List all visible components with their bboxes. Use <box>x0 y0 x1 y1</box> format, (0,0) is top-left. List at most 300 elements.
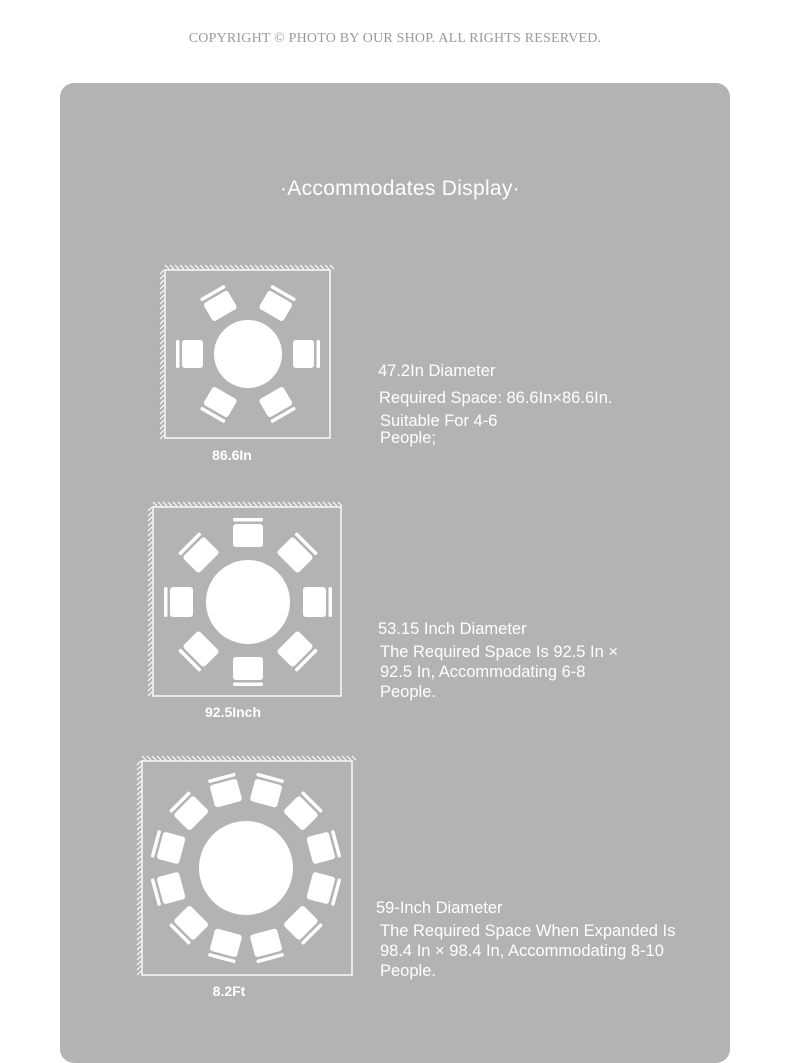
hatch-mark <box>245 265 249 269</box>
hatch-mark <box>148 627 152 631</box>
hatch-mark <box>160 395 164 399</box>
hatch-mark <box>152 756 156 760</box>
chair-seat <box>250 778 283 807</box>
hatch-mark <box>137 901 141 905</box>
hatch-mark <box>137 951 141 955</box>
hatch-mark <box>153 502 157 506</box>
hatch-mark <box>300 265 304 269</box>
hatch-mark <box>160 315 164 319</box>
hatch-mark <box>148 547 152 551</box>
hatch-mark <box>168 502 172 506</box>
hatch-mark <box>277 756 281 760</box>
hatch-mark <box>160 295 164 299</box>
hatch-mark <box>137 921 141 925</box>
hatch-mark <box>137 886 141 890</box>
chair-icon <box>303 587 332 617</box>
hatch-mark <box>242 756 246 760</box>
hatch-mark <box>308 502 312 506</box>
hatch-mark <box>160 420 164 424</box>
hatch-mark <box>227 756 231 760</box>
chair-seat <box>283 905 319 941</box>
chair-seat <box>233 657 263 680</box>
hatch-mark <box>258 502 262 506</box>
hatch-mark <box>225 265 229 269</box>
hatch-mark <box>313 502 317 506</box>
hatch-mark <box>148 637 152 641</box>
hatch-mark <box>172 756 176 760</box>
hatch-mark <box>213 502 217 506</box>
chair-icon <box>178 630 220 672</box>
hatch-mark <box>137 826 141 830</box>
hatch-mark <box>160 335 164 339</box>
hatch-mark <box>192 756 196 760</box>
chair-icon <box>178 532 220 574</box>
hatch-mark <box>148 592 152 596</box>
hatch-mark <box>137 941 141 945</box>
hatch-mark <box>160 275 164 279</box>
hatch-mark <box>137 766 141 770</box>
hatch-mark <box>160 405 164 409</box>
hatch-mark <box>195 265 199 269</box>
floor-plan-large <box>133 752 358 980</box>
hatch-mark <box>160 385 164 389</box>
chair-icon <box>151 872 186 907</box>
chair-icon <box>200 285 238 322</box>
copyright-notice: COPYRIGHT © PHOTO BY OUR SHOP. ALL RIGHTS RESERVED. <box>188 31 602 46</box>
hatch-mark <box>337 756 341 760</box>
hatch-mark <box>288 502 292 506</box>
hatch-mark <box>160 410 164 414</box>
hatch-mark <box>177 756 181 760</box>
hatch-mark <box>295 265 299 269</box>
hatch-mark <box>188 502 192 506</box>
hatch-mark <box>160 390 164 394</box>
hatch-mark <box>148 527 152 531</box>
hatch-mark <box>265 265 269 269</box>
hatch-mark <box>160 355 164 359</box>
hatch-mark <box>148 672 152 676</box>
hatch-mark <box>185 265 189 269</box>
hatch-mark <box>137 791 141 795</box>
hatch-mark <box>148 537 152 541</box>
hatch-mark <box>148 642 152 646</box>
capacity-description: The Required Space When Expanded Is 98.4 In × 98.4 In, Accommodating 8-10 People. <box>380 922 676 980</box>
hatch-mark <box>352 756 356 760</box>
hatch-mark <box>170 265 174 269</box>
hatch-mark <box>165 265 169 269</box>
hatch-mark <box>235 265 239 269</box>
hatch-mark <box>160 300 164 304</box>
floor-plan-medium <box>143 497 348 702</box>
chair-icon <box>169 791 209 831</box>
hatch-mark <box>148 597 152 601</box>
chair-seat <box>209 928 242 957</box>
chair-icon <box>276 532 318 574</box>
hatch-mark <box>167 756 171 760</box>
hatch-mark <box>175 265 179 269</box>
chair-icon <box>283 791 323 831</box>
hatch-mark <box>148 677 152 681</box>
hatch-mark <box>250 265 254 269</box>
hatch-mark <box>282 756 286 760</box>
hatch-mark <box>137 911 141 915</box>
chair-seat <box>182 630 219 667</box>
hatch-mark <box>330 265 334 269</box>
hatch-mark <box>312 756 316 760</box>
chair-back <box>164 587 168 617</box>
hatch-mark <box>137 906 141 910</box>
hatch-mark <box>270 265 274 269</box>
hatch-mark <box>137 781 141 785</box>
hatch-mark <box>157 756 161 760</box>
floor-plan-small <box>155 260 340 445</box>
hatch-mark <box>148 587 152 591</box>
hatch-mark <box>158 502 162 506</box>
hatch-mark <box>160 400 164 404</box>
hatch-mark <box>238 502 242 506</box>
section-title: ·Accommodates Display· <box>280 177 520 200</box>
hatch-mark <box>275 265 279 269</box>
round-table <box>206 560 290 644</box>
hatch-mark <box>327 756 331 760</box>
hatch-mark <box>148 507 152 511</box>
hatch-mark <box>137 816 141 820</box>
chair-icon <box>306 830 341 865</box>
hatch-mark <box>137 961 141 965</box>
chair-seat <box>209 778 242 807</box>
chair-icon <box>250 773 285 808</box>
chair-seat <box>182 340 203 368</box>
hatch-mark <box>257 756 261 760</box>
hatch-mark <box>137 971 141 975</box>
hatch-mark <box>148 667 152 671</box>
hatch-mark <box>137 946 141 950</box>
hatch-mark <box>237 756 241 760</box>
chair-icon <box>164 587 193 617</box>
hatch-mark <box>137 891 141 895</box>
hatch-mark <box>253 502 257 506</box>
hatch-mark <box>207 756 211 760</box>
chair-icon <box>250 928 285 963</box>
hatch-mark <box>302 756 306 760</box>
hatch-mark <box>215 265 219 269</box>
hatch-mark <box>183 502 187 506</box>
hatch-mark <box>160 360 164 364</box>
hatch-mark <box>160 435 164 439</box>
hatch-mark <box>283 502 287 506</box>
hatch-mark <box>252 756 256 760</box>
hatch-mark <box>160 345 164 349</box>
hatch-mark <box>137 776 141 780</box>
hatch-mark <box>230 265 234 269</box>
hatch-mark <box>323 502 327 506</box>
room-size-label: 86.6In <box>212 447 252 463</box>
chair-icon <box>169 905 209 945</box>
chair-icon <box>151 830 186 865</box>
hatch-mark <box>160 415 164 419</box>
hatch-mark <box>148 632 152 636</box>
hatch-mark <box>160 310 164 314</box>
hatch-mark <box>162 756 166 760</box>
hatch-mark <box>137 851 141 855</box>
table-layout-8-seat-diagram <box>143 497 348 702</box>
chair-seat <box>250 928 283 957</box>
hatch-mark <box>160 330 164 334</box>
hatch-mark <box>137 801 141 805</box>
hatch-mark <box>317 756 321 760</box>
hatch-mark <box>147 756 151 760</box>
hatch-mark <box>148 687 152 691</box>
chair-back <box>317 340 321 368</box>
hatch-mark <box>202 756 206 760</box>
chair-back <box>329 587 333 617</box>
chair-seat <box>170 587 193 617</box>
hatch-mark <box>243 502 247 506</box>
hatch-mark <box>148 522 152 526</box>
hatch-mark <box>137 761 141 765</box>
hatch-mark <box>137 916 141 920</box>
chair-icon <box>276 630 318 672</box>
chair-seat <box>306 872 335 905</box>
hatch-mark <box>160 285 164 289</box>
hatch-mark <box>148 582 152 586</box>
hatch-mark <box>148 682 152 686</box>
hatch-mark <box>148 542 152 546</box>
hatch-mark <box>190 265 194 269</box>
hatch-mark <box>303 502 307 506</box>
hatch-mark <box>137 956 141 960</box>
hatch-mark <box>248 502 252 506</box>
hatch-mark <box>137 811 141 815</box>
hatch-mark <box>222 756 226 760</box>
hatch-mark <box>315 265 319 269</box>
chair-icon <box>233 657 263 686</box>
hatch-mark <box>160 350 164 354</box>
hatch-mark <box>278 502 282 506</box>
hatch-mark <box>148 567 152 571</box>
hatch-mark <box>160 325 164 329</box>
chair-icon <box>258 386 296 423</box>
hatch-mark <box>338 502 342 506</box>
hatch-mark <box>137 836 141 840</box>
chair-icon <box>208 928 243 963</box>
hatch-mark <box>233 502 237 506</box>
hatch-mark <box>173 502 177 506</box>
hatch-mark <box>160 305 164 309</box>
hatch-mark <box>137 936 141 940</box>
chair-icon <box>208 773 243 808</box>
chair-seat <box>233 524 263 547</box>
hatch-mark <box>228 502 232 506</box>
diameter-heading: 47.2In Diameter <box>378 362 496 380</box>
hatch-mark <box>137 866 141 870</box>
hatch-mark <box>148 657 152 661</box>
hatch-mark <box>137 846 141 850</box>
hatch-mark <box>210 265 214 269</box>
hatch-mark <box>137 871 141 875</box>
hatch-mark <box>328 502 332 506</box>
hatch-mark <box>347 756 351 760</box>
hatch-mark <box>232 756 236 760</box>
hatch-mark <box>137 881 141 885</box>
hatch-mark <box>137 821 141 825</box>
hatch-mark <box>322 756 326 760</box>
hatch-mark <box>247 756 251 760</box>
hatch-mark <box>160 320 164 324</box>
hatch-mark <box>148 662 152 666</box>
hatch-mark <box>148 557 152 561</box>
hatch-mark <box>148 617 152 621</box>
hatch-mark <box>148 647 152 651</box>
room-size-label: 92.5Inch <box>204 704 262 720</box>
hatch-mark <box>137 966 141 970</box>
hatch-mark <box>148 602 152 606</box>
hatch-mark <box>160 380 164 384</box>
hatch-mark <box>160 290 164 294</box>
required-space-text: Required Space: 86.6In×86.6In. <box>379 389 613 407</box>
chair-seat <box>293 340 314 368</box>
hatch-mark <box>180 265 184 269</box>
hatch-mark <box>160 365 164 369</box>
hatch-mark <box>325 265 329 269</box>
diameter-heading: 53.15 Inch Diameter <box>378 620 527 638</box>
capacity-description: The Required Space Is 92.5 In × 92.5 In, Accommodating 6-8 People. <box>380 643 619 701</box>
hatch-mark <box>285 265 289 269</box>
hatch-mark <box>293 502 297 506</box>
hatch-mark <box>137 831 141 835</box>
hatch-mark <box>193 502 197 506</box>
hatch-mark <box>137 806 141 810</box>
chair-seat <box>156 872 185 905</box>
chair-icon <box>258 285 296 322</box>
round-table <box>199 821 293 915</box>
hatch-mark <box>310 265 314 269</box>
hatch-mark <box>182 756 186 760</box>
hatch-mark <box>160 375 164 379</box>
hatch-mark <box>137 876 141 880</box>
hatch-mark <box>272 756 276 760</box>
hatch-mark <box>163 502 167 506</box>
hatch-mark <box>307 756 311 760</box>
hatch-mark <box>273 502 277 506</box>
hatch-mark <box>160 370 164 374</box>
chair-icon <box>293 340 320 368</box>
capacity-text: Suitable For 4-6 People; <box>380 412 498 447</box>
hatch-mark <box>148 652 152 656</box>
hatch-mark <box>305 265 309 269</box>
chair-seat <box>303 587 326 617</box>
chair-icon <box>233 518 263 547</box>
hatch-mark <box>137 856 141 860</box>
hatch-mark <box>148 612 152 616</box>
hatch-mark <box>292 756 296 760</box>
hatch-mark <box>148 512 152 516</box>
hatch-mark <box>137 926 141 930</box>
chair-seat <box>173 905 209 941</box>
hatch-mark <box>137 841 141 845</box>
hatch-mark <box>148 552 152 556</box>
hatch-mark <box>137 771 141 775</box>
hatch-mark <box>318 502 322 506</box>
hatch-mark <box>160 425 164 429</box>
chair-back <box>176 340 180 368</box>
hatch-mark <box>205 265 209 269</box>
hatch-mark <box>200 265 204 269</box>
hatch-mark <box>320 265 324 269</box>
chair-seat <box>156 831 185 864</box>
hatch-mark <box>148 532 152 536</box>
hatch-mark <box>333 502 337 506</box>
hatch-mark <box>260 265 264 269</box>
hatch-mark <box>197 756 201 760</box>
hatch-mark <box>255 265 259 269</box>
hatch-mark <box>137 861 141 865</box>
chair-seat <box>173 795 209 831</box>
hatch-mark <box>298 502 302 506</box>
chair-icon <box>200 386 238 423</box>
hatch-mark <box>148 692 152 696</box>
chair-icon <box>283 905 323 945</box>
hatch-mark <box>268 502 272 506</box>
hatch-mark <box>187 756 191 760</box>
hatch-mark <box>198 502 202 506</box>
chair-back <box>233 518 263 522</box>
chair-icon <box>176 340 203 368</box>
hatch-mark <box>217 756 221 760</box>
hatch-mark <box>290 265 294 269</box>
diameter-heading: 59-Inch Diameter <box>376 899 503 917</box>
hatch-mark <box>267 756 271 760</box>
hatch-mark <box>137 896 141 900</box>
hatch-mark <box>218 502 222 506</box>
hatch-mark <box>208 502 212 506</box>
hatch-mark <box>212 756 216 760</box>
hatch-mark <box>342 756 346 760</box>
hatch-mark <box>287 756 291 760</box>
chair-icon <box>306 872 341 907</box>
table-layout-12-seat-diagram <box>133 752 358 980</box>
hatch-mark <box>137 931 141 935</box>
hatch-mark <box>137 796 141 800</box>
chair-back <box>233 683 263 687</box>
hatch-mark <box>148 517 152 521</box>
hatch-mark <box>137 786 141 790</box>
hatch-mark <box>148 622 152 626</box>
hatch-mark <box>148 572 152 576</box>
hatch-mark <box>178 502 182 506</box>
hatch-mark <box>148 607 152 611</box>
chair-seat <box>306 831 335 864</box>
chair-seat <box>182 536 219 573</box>
hatch-mark <box>148 562 152 566</box>
hatch-mark <box>203 502 207 506</box>
hatch-mark <box>332 756 336 760</box>
hatch-mark <box>160 270 164 274</box>
hatch-mark <box>160 340 164 344</box>
hatch-mark <box>280 265 284 269</box>
hatch-mark <box>223 502 227 506</box>
hatch-mark <box>220 265 224 269</box>
round-table <box>214 320 282 388</box>
hatch-mark <box>160 430 164 434</box>
hatch-mark <box>148 577 152 581</box>
hatch-mark <box>263 502 267 506</box>
chair-seat <box>283 795 319 831</box>
hatch-mark <box>240 265 244 269</box>
hatch-mark <box>142 756 146 760</box>
hatch-mark <box>262 756 266 760</box>
chair-seat <box>276 630 313 667</box>
